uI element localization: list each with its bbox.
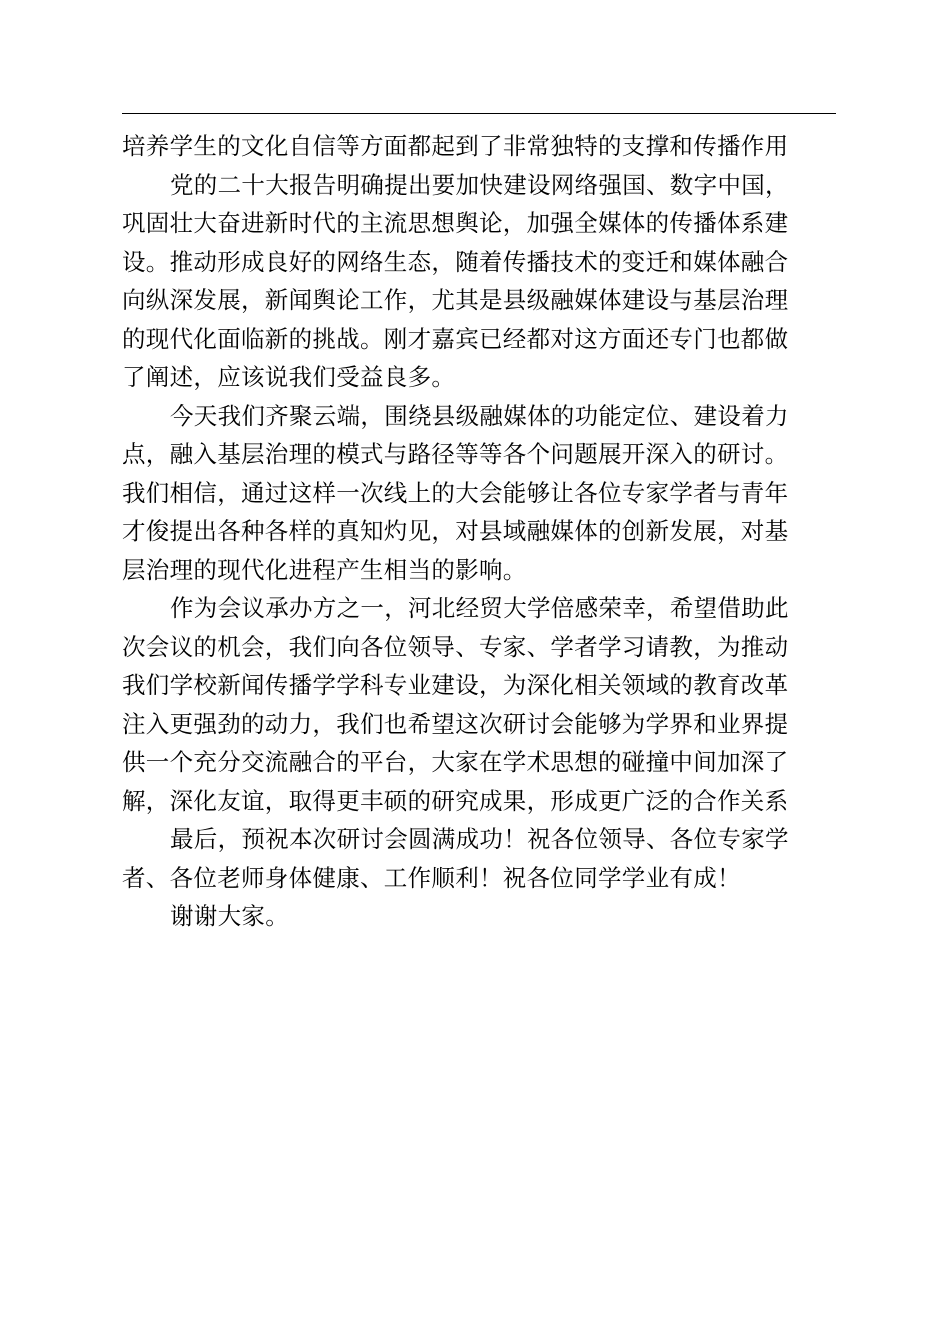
header-rule (122, 113, 836, 114)
text-line: 解，深化友谊，取得更丰硕的研究成果，形成更广泛的合作关系 (122, 786, 789, 815)
text-line: 作为会议承办方之一，河北经贸大学倍感荣幸，希望借助此 (170, 594, 789, 622)
body-text (122, 127, 838, 936)
text-line: 注入更强劲的动力，我们也希望这次研讨会能够为学界和业界提 (122, 709, 789, 738)
text-line: 设。推动形成良好的网络生态，随着传播技术的变迁和媒体融合 (122, 247, 789, 276)
text-line: 向纵深发展，新闻舆论工作，尤其是县级融媒体建设与基层治理 (122, 286, 789, 314)
text-line: 点，融入基层治理的模式与路径等等各个问题展开深入的研讨。 (122, 440, 789, 468)
text-line: 我们学校新闻传播学学科专业建设，为深化相关领域的教育改革 (122, 671, 789, 699)
text-line: 我们相信，通过这样一次线上的大会能够让各位专家学者与青年 (122, 478, 789, 507)
text-line: 今天我们齐聚云端，围绕县级融媒体的功能定位、建设着力 (170, 401, 789, 430)
text-line: 巩固壮大奋进新时代的主流思想舆论，加强全媒体的传播体系建 (122, 209, 789, 237)
text-line: 才俊提出各种各样的真知灼见，对县域融媒体的创新发展，对基 (122, 517, 789, 545)
text-line: 供一个充分交流融合的平台，大家在学术思想的碰撞中间加深了 (122, 748, 789, 776)
text-line: 次会议的机会，我们向各位领导、专家、学者学习请教，为推动 (122, 632, 789, 661)
text-line: 了阐述，应该说我们受益良多。 (122, 363, 456, 391)
text-line: 党的二十大报告明确提出要加快建设网络强国、数字中国， (170, 170, 789, 199)
text-line: 最后，预祝本次研讨会圆满成功！祝各位领导、各位专家学 (170, 825, 789, 853)
text-line: 者、各位老师身体健康、工作顺利！祝各位同学学业有成！ (122, 863, 741, 892)
text-line: 培养学生的文化自信等方面都起到了非常独特的支撑和传播作用 (122, 132, 789, 160)
text-line: 谢谢大家。 (170, 902, 289, 930)
text-line: 层治理的现代化进程产生相当的影响。 (122, 555, 527, 584)
text-line: 的现代化面临新的挑战。刚才嘉宾已经都对这方面还专门也都做 (122, 324, 789, 353)
